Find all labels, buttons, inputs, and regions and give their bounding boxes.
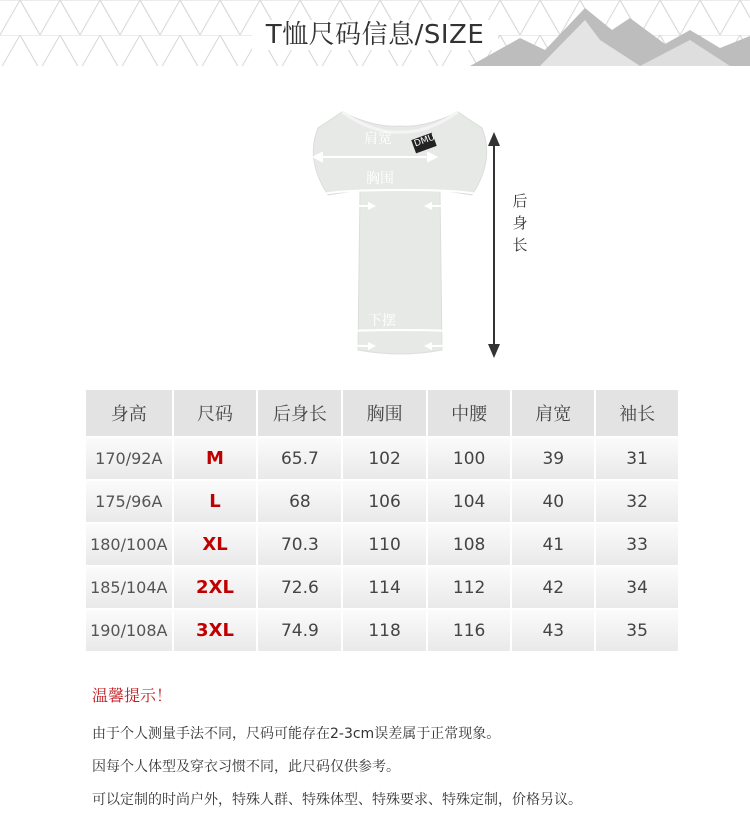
tips-title: 温馨提示！ [92,686,173,705]
cell-height: 175/96A [86,479,174,522]
tip-line: 因每个人体型及穿衣习惯不同，此尺码仅供参考。 [92,759,400,775]
header-chest: 胸围 [343,390,428,436]
cell-back-length: 74.9 [258,608,343,651]
cell-waist: 108 [428,522,513,565]
page-title: T恤尺码信息/SIZE [0,14,750,51]
tip-line: 由于个人测量手法不同，尺码可能存在2-3cm误差属于正常现象。 [92,726,501,742]
cell-chest: 102 [343,436,428,479]
cell-waist: 100 [428,436,513,479]
cell-sleeve: 35 [596,608,680,651]
cell-size: M [174,436,259,479]
back-length-label: 后 身 长 [512,192,528,254]
cell-back-length: 72.6 [258,565,343,608]
cell-size: L [174,479,259,522]
cell-waist: 112 [428,565,513,608]
tips-section [92,683,582,817]
table-row [86,522,680,565]
header-shoulder: 肩宽 [512,390,596,436]
cell-shoulder: 42 [512,565,596,608]
header-sleeve: 袖长 [596,390,680,436]
cell-size: 3XL [174,608,259,651]
header-size: 尺码 [174,390,259,436]
header-waist: 中腰 [428,390,513,436]
cell-back-length: 68 [258,479,343,522]
cell-height: 185/104A [86,565,174,608]
cell-size: 2XL [174,565,259,608]
table-row [86,608,680,651]
cell-chest: 118 [343,608,428,651]
cell-height: 170/92A [86,436,174,479]
cell-waist: 116 [428,608,513,651]
cell-shoulder: 40 [512,479,596,522]
shoulder-label: 肩宽 [364,131,392,147]
header-height: 身高 [86,390,174,436]
cell-shoulder: 39 [512,436,596,479]
cell-waist: 104 [428,479,513,522]
cell-height: 190/108A [86,608,174,651]
cell-sleeve: 33 [596,522,680,565]
tip-line: 可以定制的时尚户外，特殊人群、特殊体型、特殊要求、特殊定制，价格另议。 [92,792,582,808]
brand-mark-text: DMU [412,132,437,150]
table-row [86,436,680,479]
cell-size: XL [174,522,259,565]
tshirt-shape [313,112,486,354]
cell-sleeve: 32 [596,479,680,522]
back-length-arrow [486,130,502,360]
cell-back-length: 70.3 [258,522,343,565]
cell-chest: 106 [343,479,428,522]
chest-label: 胸围 [366,171,394,187]
cell-back-length: 65.7 [258,436,343,479]
cell-shoulder: 41 [512,522,596,565]
header-back-length: 后身长 [258,390,343,436]
cell-chest: 114 [343,565,428,608]
cell-height: 180/100A [86,522,174,565]
cell-shoulder: 43 [512,608,596,651]
table-row [86,565,680,608]
cell-chest: 110 [343,522,428,565]
table-header-row [86,390,680,436]
size-table [86,390,680,651]
tshirt-diagram [250,100,550,365]
cell-sleeve: 34 [596,565,680,608]
hem-label: 下摆 [368,313,396,329]
table-row [86,479,680,522]
cell-sleeve: 31 [596,436,680,479]
